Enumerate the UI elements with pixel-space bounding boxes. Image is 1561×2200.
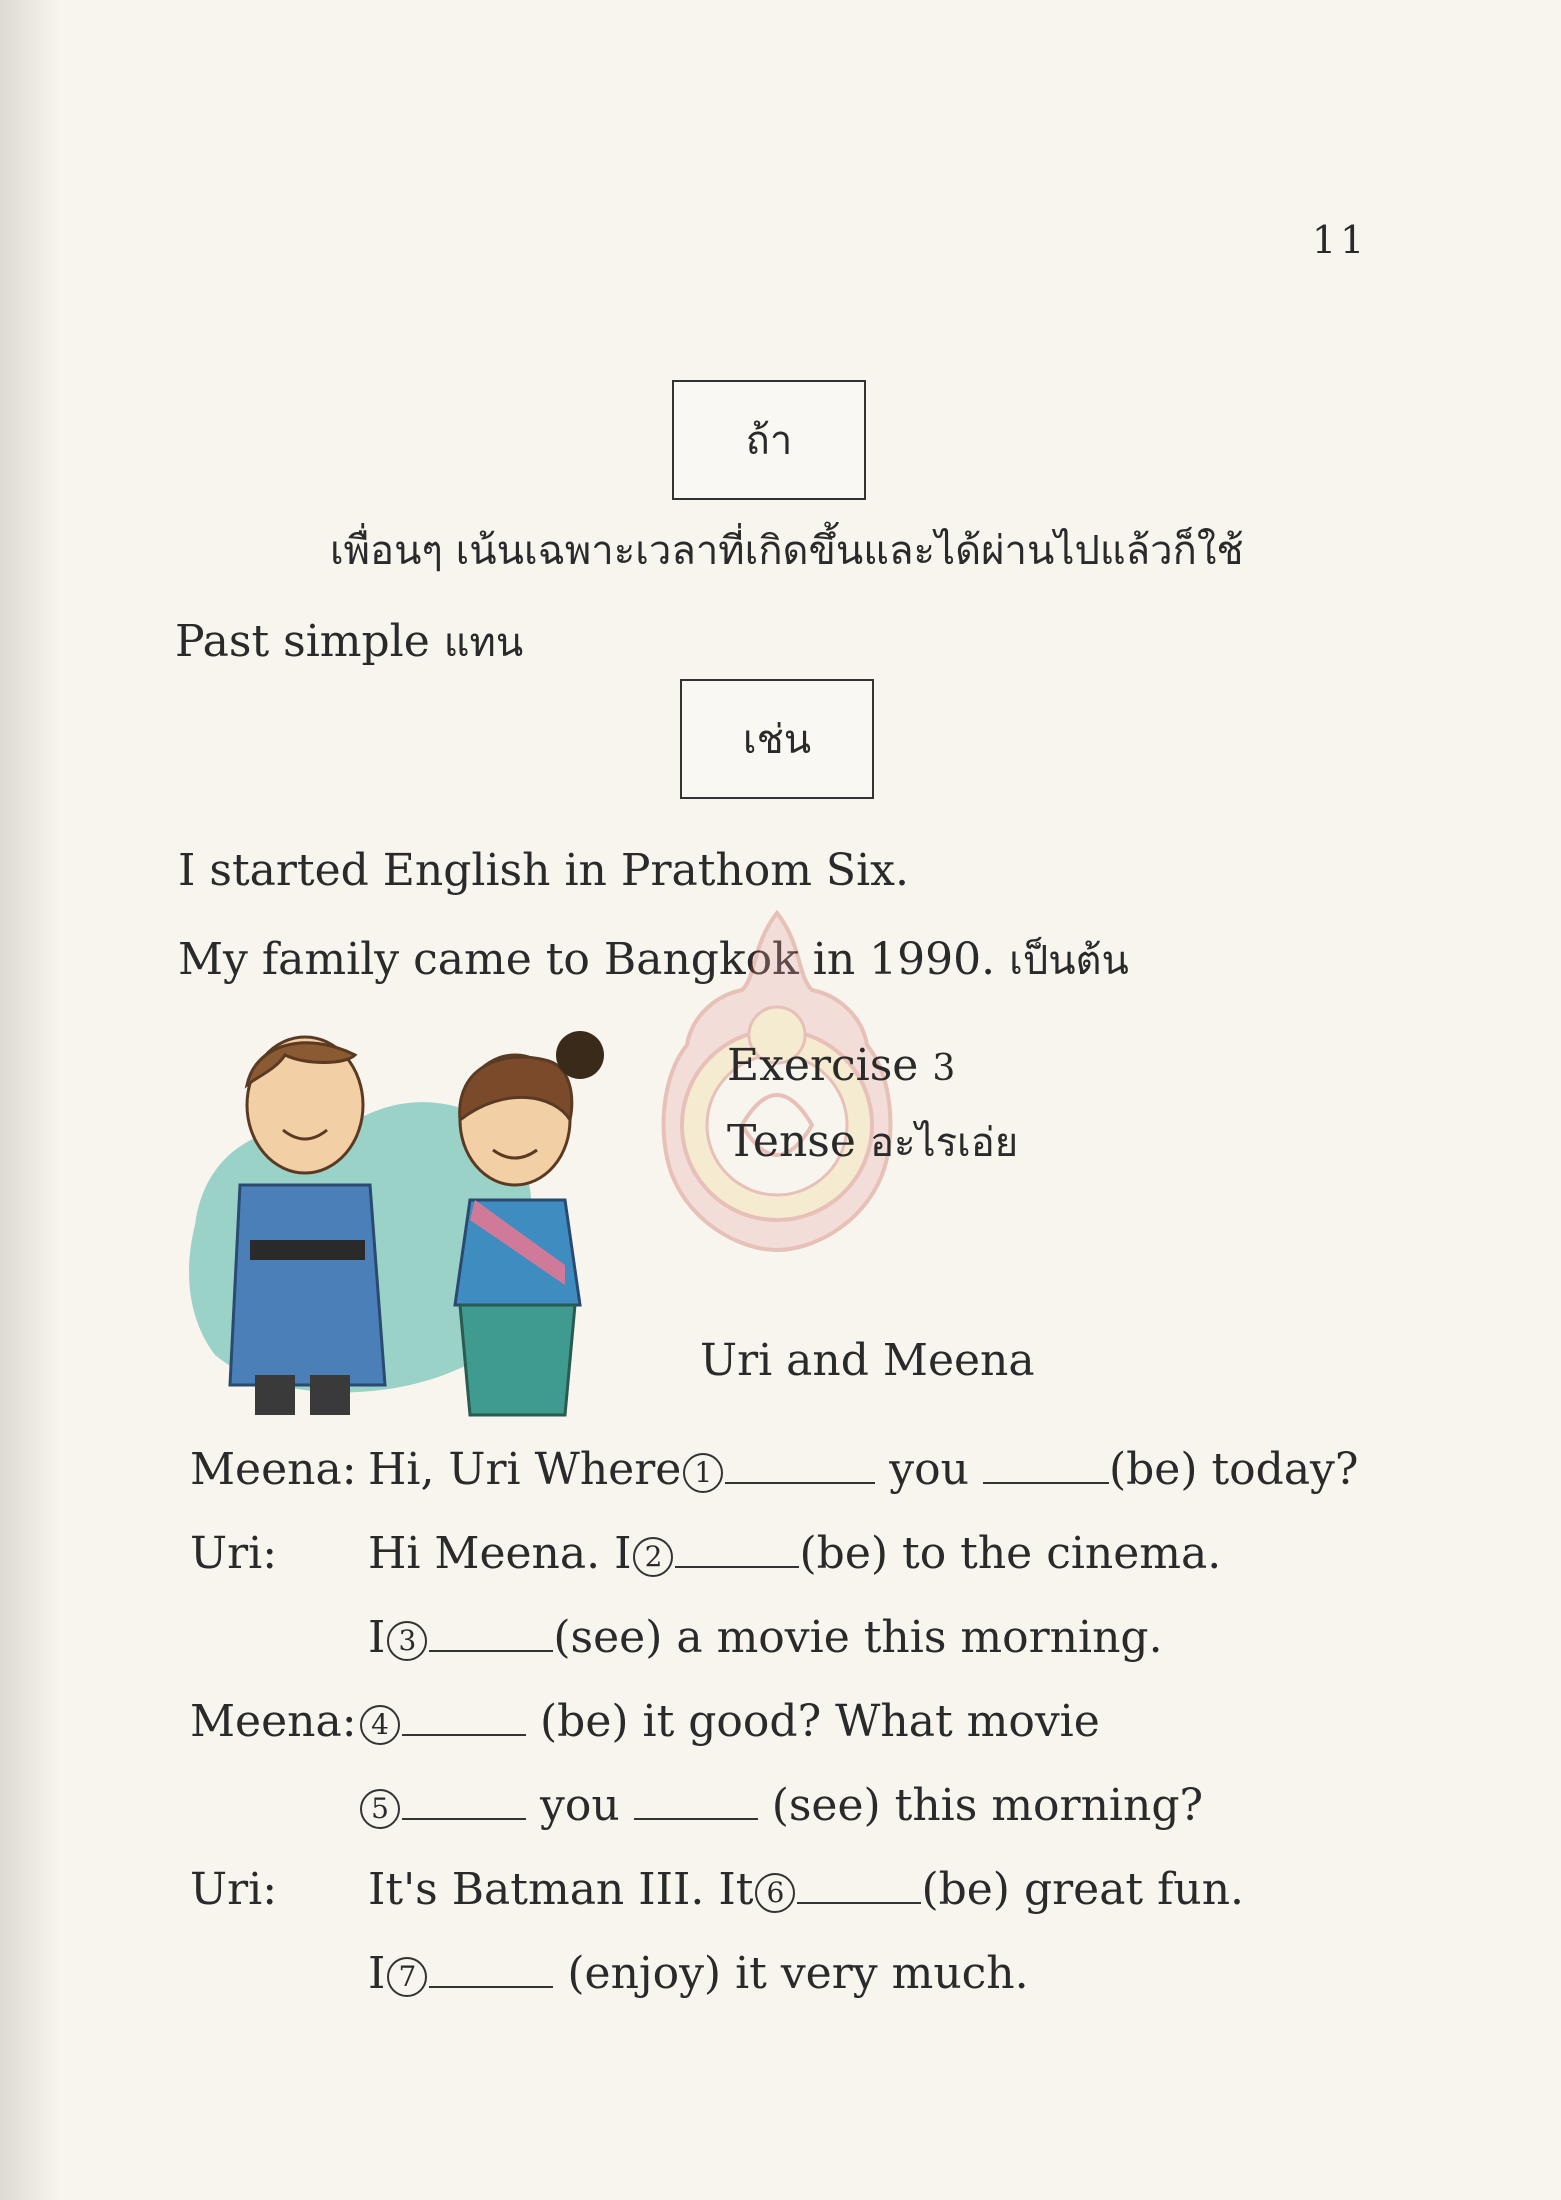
dialogue-line-7 — [368, 1948, 1029, 1999]
dialogue-line-3 — [368, 1612, 1163, 1663]
blank-number-3: 3 — [387, 1621, 427, 1661]
answer-blank-3[interactable] — [429, 1620, 553, 1652]
answer-blank-7[interactable] — [429, 1956, 553, 1988]
line1-text-a: Hi, Uri Where — [368, 1444, 682, 1495]
line3-text-b: (see) a movie this morning. — [553, 1612, 1163, 1663]
answer-blank-1b[interactable] — [983, 1452, 1109, 1484]
line1-text-b: you — [889, 1444, 969, 1495]
exercise-label: Exercise — [727, 1040, 919, 1091]
exercise-subtitle — [727, 1110, 1018, 1174]
thai-keyword-box-if — [672, 380, 866, 500]
page-edge-shadow — [0, 0, 60, 2200]
blank-number-1: 1 — [683, 1453, 723, 1493]
speaker-uri-2: Uri: — [190, 1864, 278, 1915]
box-example-label: เช่น — [742, 717, 812, 763]
dialogue-line-5 — [358, 1780, 1203, 1831]
line6-text-a: It's Batman III. It — [368, 1864, 754, 1915]
dialogue-line-2 — [368, 1528, 1221, 1579]
answer-blank-6[interactable] — [797, 1872, 921, 1904]
speaker-uri-1: Uri: — [190, 1528, 278, 1579]
line4-text-b: (be) it good? What movie — [540, 1696, 1100, 1747]
thai-keyword-box-for-example — [680, 679, 874, 799]
past-simple-en: Past simple — [175, 616, 430, 667]
line7-text-b: (enjoy) it very much. — [567, 1948, 1029, 1999]
thai-explanation-line: เพื่อนๆ เน้นเฉพาะเวลาที่เกิดขึ้นและได้ผ่านไปแล้วก็ใช้ — [330, 528, 1244, 574]
past-simple-line — [175, 610, 523, 674]
page-number: 11 — [1312, 218, 1369, 262]
blank-number-7: 7 — [387, 1957, 427, 1997]
line2-text-a: Hi Meena. I — [368, 1528, 632, 1579]
line3-text-a: I — [368, 1612, 386, 1663]
answer-blank-1a[interactable] — [725, 1452, 875, 1484]
exercise-sub-en: Tense — [727, 1116, 856, 1167]
exercise-sub-th: อะไรเอ่ย — [869, 1120, 1019, 1166]
exercise-title — [727, 1040, 955, 1091]
line5-text-b: you — [540, 1780, 620, 1831]
line7-text-a: I — [368, 1948, 386, 1999]
blank-number-6: 6 — [755, 1873, 795, 1913]
line5-text-c: (see) this morning? — [771, 1780, 1204, 1831]
speaker-meena-1: Meena: — [190, 1444, 357, 1495]
blank-number-2: 2 — [633, 1537, 673, 1577]
line2-text-b: (be) to the cinema. — [799, 1528, 1222, 1579]
dialogue-line-1 — [368, 1444, 1359, 1495]
dialogue-line-4 — [358, 1696, 1100, 1747]
line6-text-b: (be) great fun. — [921, 1864, 1245, 1915]
answer-blank-5a[interactable] — [402, 1788, 526, 1820]
line1-text-c: (be) today? — [1108, 1444, 1359, 1495]
blank-number-4: 4 — [360, 1705, 400, 1745]
uri-and-meena-illustration — [185, 1025, 655, 1420]
answer-blank-5b[interactable] — [634, 1788, 758, 1820]
dialogue-line-6 — [368, 1864, 1244, 1915]
example-2-th: เป็นต้น — [1009, 938, 1129, 984]
example-2-en: My family came to Bangkok in 1990. — [178, 934, 996, 985]
box-if-label: ถ้า — [745, 418, 793, 464]
blank-number-5: 5 — [360, 1789, 400, 1829]
dialogue-title: Uri and Meena — [700, 1335, 1035, 1386]
exercise-number: 3 — [932, 1048, 956, 1089]
example-sentence-1: I started English in Prathom Six. — [178, 845, 909, 896]
answer-blank-4[interactable] — [402, 1704, 526, 1736]
answer-blank-2[interactable] — [675, 1536, 799, 1568]
speaker-meena-2: Meena: — [190, 1696, 357, 1747]
past-simple-th: แทน — [443, 620, 524, 666]
